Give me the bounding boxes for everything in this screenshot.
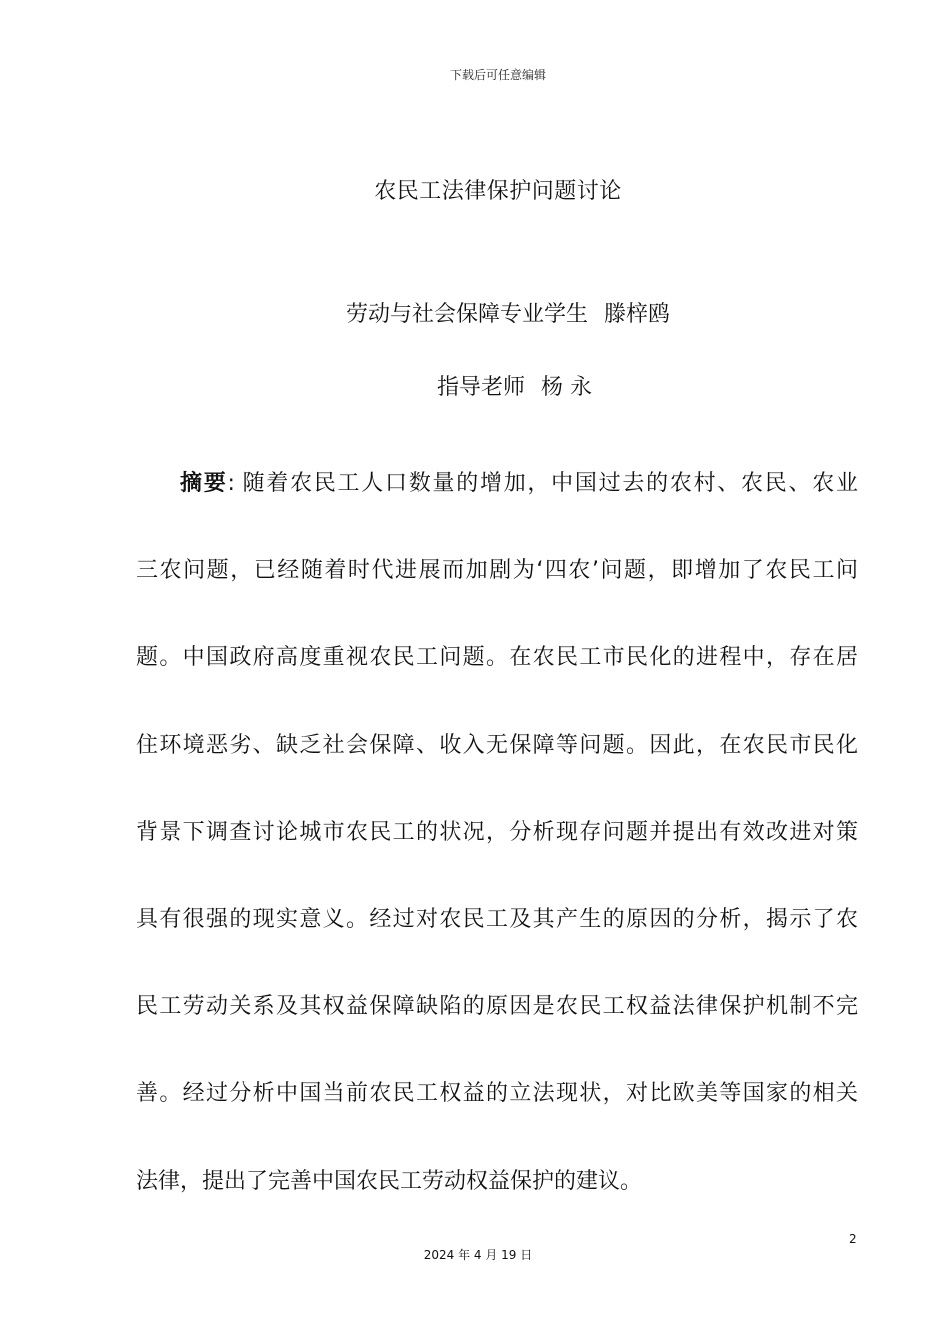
author-line (346, 297, 670, 328)
abstract-line: 题。中国政府高度重视农民工问题。在农民工市民化的进程中，存在居 (136, 645, 858, 671)
abstract-label: 摘要 (180, 471, 228, 496)
author-name: 滕梓鸥 (604, 302, 671, 327)
abstract-colon: : (227, 471, 235, 496)
abstract-line: 民工劳动关系及其权益保障缺陷的原因是农民工权益法律保护机制不完 (136, 994, 858, 1020)
header-note: 下载后可任意编辑 (449, 68, 546, 82)
advisor-label: 指导老师 (437, 375, 526, 400)
abstract-line: 背景下调查讨论城市农民工的状况，分析现存问题并提出有效改进对策 (136, 819, 858, 845)
abstract-line: 法律，提出了完善中国农民工劳动权益保护的建议。 (136, 1168, 643, 1194)
document-title: 农民工法律保护问题讨论 (374, 179, 622, 204)
footer-date: 2024 年 4 月 19 日 (423, 1248, 533, 1262)
abstract-text: 随着农民工人口数量的增加，中国过去的农村、农民、农业 (240, 471, 858, 496)
author-affiliation: 劳动与社会保障专业学生 (346, 302, 589, 327)
abstract-line: 三农问题，已经随着时代进展而加剧为‘四农’问题，即增加了农民工问 (136, 558, 858, 584)
page-number: 2 (849, 1232, 857, 1246)
abstract-line (136, 462, 858, 549)
advisor-line (437, 370, 592, 401)
abstract-line: 住环境恶劣、缺乏社会保障、收入无保障等问题。因此，在农民市民化 (136, 732, 858, 758)
abstract-line: 善。经过分析中国当前农民工权益的立法现状，对比欧美等国家的相关 (136, 1081, 858, 1107)
abstract-line: 具有很强的现实意义。经过对农民工及其产生的原因的分析，揭示了农 (136, 906, 858, 932)
advisor-name: 杨 永 (541, 375, 593, 400)
abstract (136, 462, 858, 1247)
